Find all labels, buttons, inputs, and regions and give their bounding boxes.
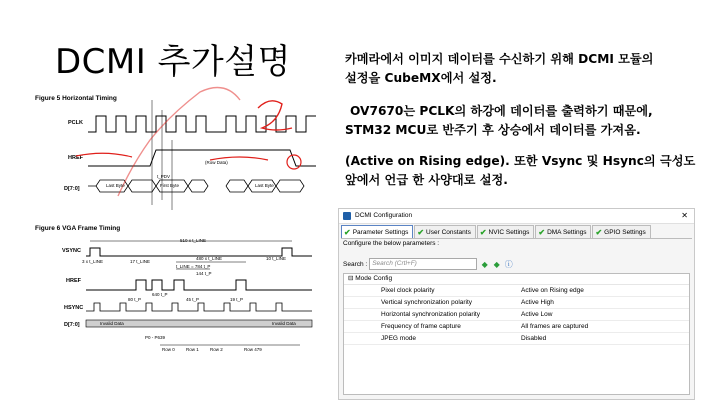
timing-label: 17 t_LINE: [130, 259, 151, 264]
table-row[interactable]: [344, 285, 689, 297]
table-row[interactable]: [344, 309, 689, 321]
tab-nvic-settings[interactable]: [477, 225, 535, 238]
signal-vsync: VSYNC: [62, 248, 81, 254]
configure-label: Configure the below parameters :: [343, 240, 440, 247]
table-row[interactable]: [344, 321, 689, 333]
check-icon: ✔: [479, 227, 487, 237]
data-label: P0 - P639: [145, 335, 166, 340]
param-key: Frequency of frame capture: [381, 323, 461, 330]
timing-label: 10 t_LINE: [266, 256, 287, 261]
search-prev-icon[interactable]: ◆: [481, 259, 488, 269]
timing-label: 510 x t_LINE: [180, 238, 207, 243]
param-value[interactable]: Active on Rising edge: [521, 287, 584, 294]
check-icon: ✔: [344, 227, 351, 237]
search-input[interactable]: Search (Crtl+F): [369, 258, 477, 270]
signal-pclk: PCLK: [68, 120, 83, 126]
timing-label: 19 t_P: [230, 297, 244, 302]
timing-label: t_PDV: [157, 174, 171, 179]
data-label: Invalid Data: [272, 321, 296, 326]
data-label: First Byte: [160, 183, 180, 188]
dcmi-configuration-window: [338, 208, 695, 400]
signal-hsync: HSYNC: [64, 305, 84, 311]
search-row: [343, 258, 513, 270]
paragraph-2: [345, 102, 653, 140]
timing-label: 640 t_P: [152, 292, 168, 297]
check-icon: ✔: [417, 227, 425, 237]
slide-title: DCMI 추가설명: [55, 42, 291, 82]
row-label: Row 479: [244, 347, 262, 352]
param-value[interactable]: Active Low: [521, 311, 553, 318]
paragraph-1: [345, 50, 653, 88]
close-icon[interactable]: ✕: [681, 211, 688, 220]
group-mode-config[interactable]: ⊟ Mode Config: [344, 274, 689, 285]
parameter-table: [343, 273, 690, 395]
figure-5-caption: Figure 5 Horizontal Timing: [35, 95, 117, 102]
signal-data: D[7:0]: [64, 186, 80, 192]
search-next-icon[interactable]: ◆: [493, 259, 500, 269]
row-label: Row 1: [186, 347, 199, 352]
window-title: DCMI Configuration: [355, 212, 413, 219]
param-key: Horizontal synchronization polarity: [381, 311, 480, 318]
data-label: Last Byte: [255, 183, 274, 188]
table-row[interactable]: [344, 333, 689, 345]
paragraph-3-line-2: 앞에서 언급 한 사양대로 설정.: [345, 173, 508, 187]
app-icon: [343, 212, 351, 220]
tab-bar: [341, 225, 692, 239]
group-label: Mode Config: [355, 275, 393, 282]
row-label: Row 0: [162, 347, 175, 352]
timing-label: 480 x t_LINE: [196, 256, 223, 261]
data-label: Last Byte: [106, 183, 125, 188]
paragraph-2-line-2: STM32 MCU로 반주기 후 상승에서 데이터를 가져옴.: [345, 123, 641, 137]
signal-href: HREF: [68, 155, 83, 161]
tab-dma-settings[interactable]: [535, 225, 591, 238]
timing-label: 80 t_P: [128, 297, 142, 302]
figure-6-vga-frame-timing: [0, 0, 330, 404]
check-icon: ✔: [538, 227, 546, 237]
figure-6-waveforms: [0, 0, 330, 404]
check-icon: ✔: [595, 227, 603, 237]
tab-label: DMA Settings: [547, 228, 587, 236]
info-icon[interactable]: ⓘ: [504, 259, 513, 269]
param-key: Pixel clock polarity: [381, 287, 435, 294]
paragraph-1-line-2: 설정을 CubeMX에서 설정.: [345, 71, 497, 85]
timing-label: 45 t_P: [186, 297, 200, 302]
signal-data: D[7:0]: [64, 322, 80, 328]
figure-6-caption: Figure 6 VGA Frame Timing: [35, 225, 121, 232]
param-value[interactable]: All frames are captured: [521, 323, 589, 330]
tab-gpio-settings[interactable]: [592, 225, 650, 238]
param-key: Vertical synchronization polarity: [381, 299, 473, 306]
paragraph-3: [345, 152, 695, 190]
tab-label: Parameter Settings: [352, 228, 409, 236]
tab-user-constants[interactable]: [414, 225, 476, 238]
search-label: Search :: [343, 260, 368, 268]
tab-label: GPIO Settings: [604, 228, 646, 236]
timing-label: 3 x t_LINE: [82, 259, 104, 264]
tab-parameter-settings[interactable]: [341, 225, 413, 238]
data-label: Invalid Data: [100, 321, 124, 326]
tab-label: User Constants: [426, 228, 471, 236]
table-row[interactable]: [344, 297, 689, 309]
timing-label: 144 t_P: [196, 271, 212, 276]
signal-href: HREF: [66, 278, 81, 284]
row-label: Row 2: [210, 347, 223, 352]
param-key: JPEG mode: [381, 335, 417, 342]
data-label: (Row Data): [205, 160, 228, 165]
window-titlebar: [339, 209, 694, 224]
paragraph-1-line-1: 카메라에서 이미지 데이터를 수신하기 위해 DCMI 모듈의: [345, 52, 654, 66]
paragraph-2-line-1: OV7670는 PCLK의 하강에 데이터를 출력하기 때문에,: [350, 104, 653, 118]
paragraph-3-line-1: (Active on Rising edge). 또한 Vsync 및 Hsync의 극성도: [345, 154, 696, 168]
tab-label: NVIC Settings: [488, 228, 530, 236]
timing-label: t_LINE = 784 t_P: [176, 264, 211, 269]
param-value[interactable]: Disabled: [521, 335, 547, 342]
param-value[interactable]: Active High: [521, 299, 554, 306]
